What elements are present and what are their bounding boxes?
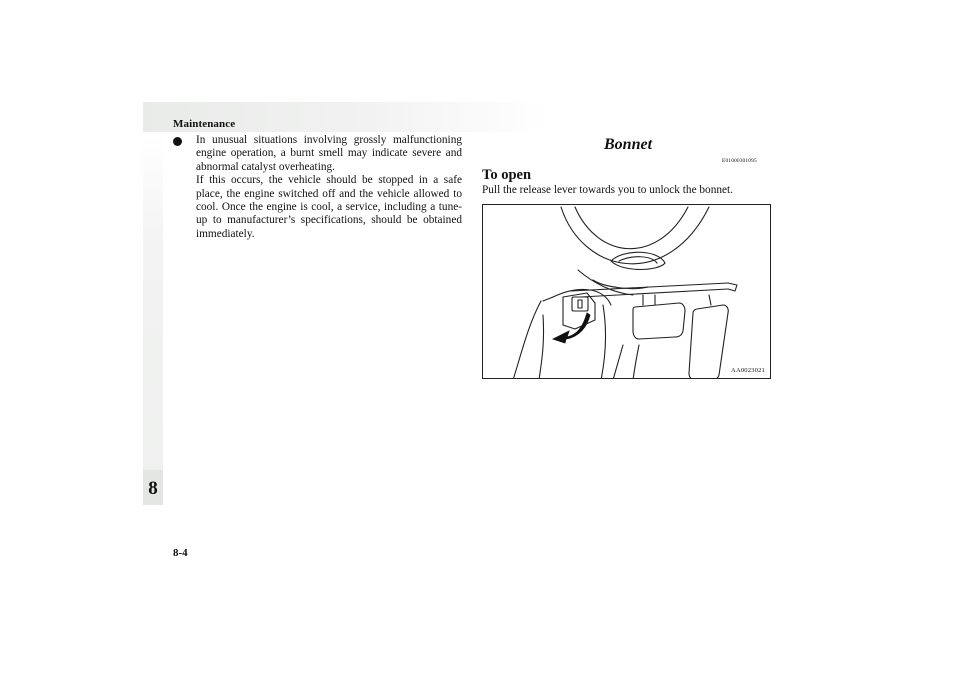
- instruction-text: Pull the release lever towards you to unlock the bonnet.: [482, 184, 733, 196]
- steering-wheel-rim: [561, 207, 709, 264]
- page-number: 8-4: [173, 547, 188, 559]
- bullet-item: [173, 134, 462, 241]
- bullet-text: [196, 134, 462, 241]
- figure-code: AA0023021: [731, 367, 765, 374]
- release-lever-handle: [572, 297, 588, 311]
- chapter-tab-band: [143, 134, 163, 504]
- bonnet-release-drawing: [483, 205, 771, 379]
- bullet-paragraph-2: If this occurs, the vehicle should be stopped in a safe place, the engine switched off and the vehicle allowed to cool. Once the engine is cool, a service, including a tune-up to manufacturer’s specifications, should be obtained immediately.: [196, 174, 462, 240]
- section-heading-bonnet: Bonnet: [604, 136, 653, 153]
- bullet-paragraph-1: In unusual situations involving grossly malfunctioning engine operation, a burnt smell may indicate severe and abnormal catalyst overheating.: [196, 134, 462, 173]
- accelerator-pedal: [689, 305, 728, 379]
- bonnet-release-illustration: [482, 204, 771, 379]
- section-title: Maintenance: [173, 118, 236, 130]
- bullet-dot-icon: [173, 137, 182, 146]
- brake-pedal: [633, 303, 685, 339]
- chapter-number-badge: 8: [143, 470, 163, 505]
- subheading-to-open: To open: [482, 167, 532, 183]
- steering-wheel-inner: [575, 207, 688, 249]
- reference-code: E01000301095: [722, 158, 757, 164]
